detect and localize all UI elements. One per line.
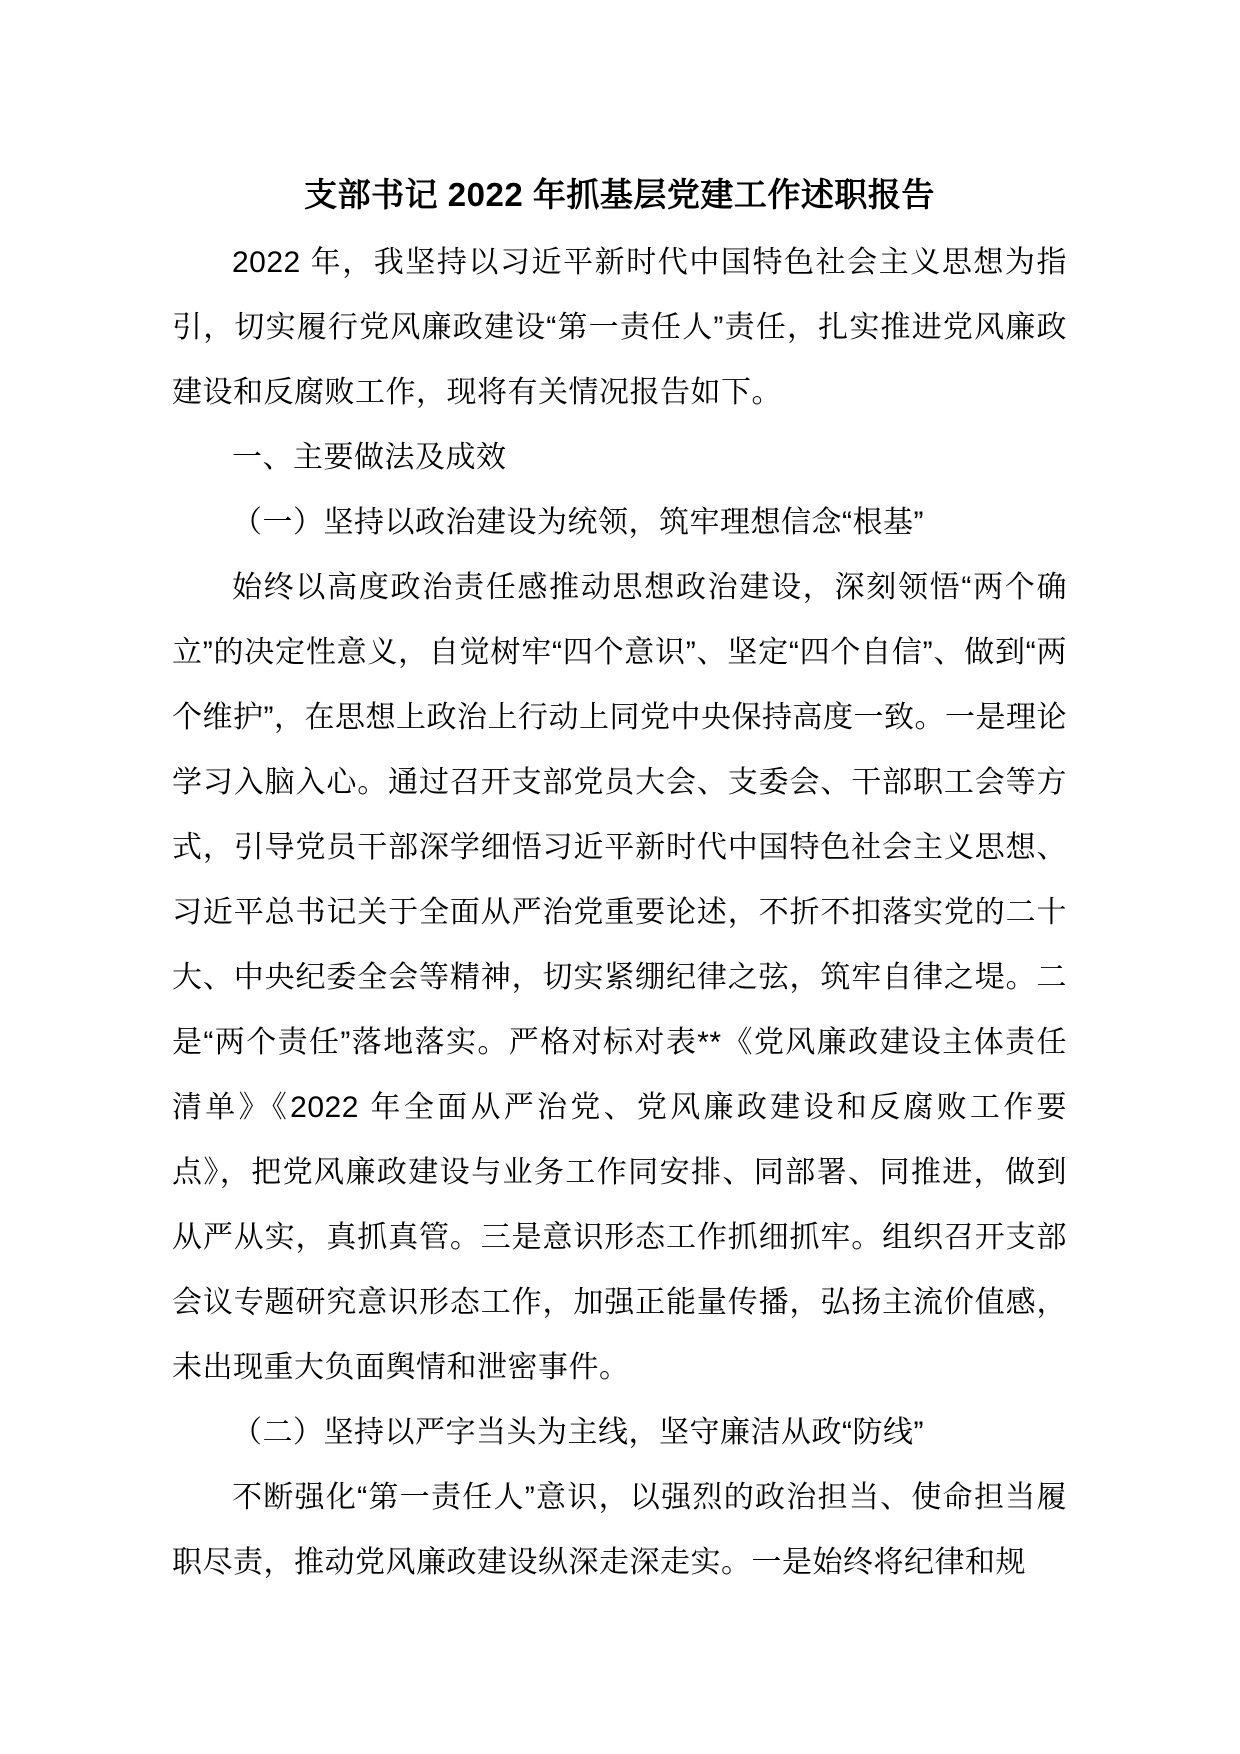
subsection-heading-political-construction: （一）坚持以政治建设为统领，筑牢理想信念“根基” <box>232 506 924 539</box>
document-body <box>172 230 1067 1595</box>
subsection-heading-strict-discipline: （二）坚持以严字当头为主线，坚守廉洁从政“防线” <box>232 1416 924 1449</box>
section-heading-main-practices: 一、主要做法及成效 <box>232 441 507 474</box>
document-title: 支部书记 2022 年抓基层党建工作述职报告 <box>304 176 935 213</box>
paragraph-intro: 2022 年，我坚持以习近平新时代中国特色社会主义思想为指引，切实履行党风廉政建设“第一责任人”责任，扎实推进党风廉政建设和反腐败工作，现将有关情况报告如下。 <box>172 246 1067 409</box>
paragraph-political-construction-body: 始终以高度政治责任感推动思想政治建设，深刻领悟“两个确立”的决定性意义，自觉树牢“四个意识”、坚定“四个自信”、做到“两个维护”，在思想上政治上行动上同党中央保持高度一致。一是理论学习入脑入心。通过召开支部党员大会、支委会、干部职工会等方式，引导党员干部深学细悟习近平新时代中国特色社会主义思想、习近平总书记关于全面从严治党重要论述，不折不扣落实党的二十大、中央纪委全会等精神，切实紧绷纪律之弦，筑牢自律之堤。二是“两个责任”落地落实。严格对标对表**《党风廉政建设主体责任清单》《2022 年全面从严治党、党风廉政建设和反腐败工作要点》，把党风廉政建设与业务工作同安排、同部署、同推进，做到从严从实，真抓真管。三是意识形态工作抓细抓牢。组织召开支部会议专题研究意识形态工作，加强正能量传播，弘扬主流价值感，未出现重大负面舆情和泄密事件。 <box>172 571 1067 1384</box>
paragraph-strict-discipline-body: 不断强化“第一责任人”意识，以强烈的政治担当、使命担当履职尽责，推动党风廉政建设纵深走深走实。一是始终将纪律和规 <box>172 1481 1067 1579</box>
